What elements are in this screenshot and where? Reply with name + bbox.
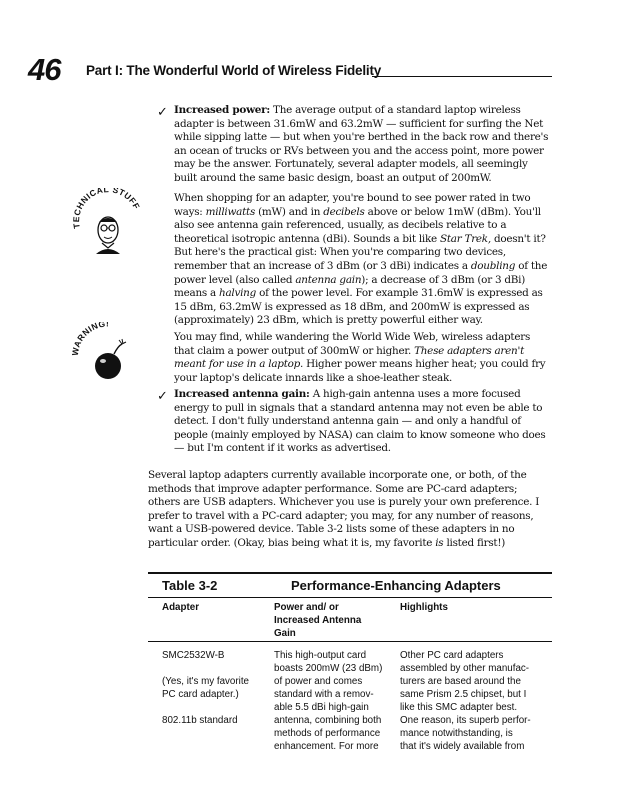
warning-paragraph: You may find, while wandering the World Wide Web, wireless adapters that claim a power output of 300mW or higher. These adapters aren't meant for use in a laptop. Higher power means higher heat; you could fry your laptop's delicate innards like a shoe-leather steak.: [174, 331, 546, 384]
page-number: 46: [28, 52, 61, 87]
table-caption: Performance-Enhancing Adapters: [291, 578, 501, 593]
bullet-text: A high-gain antenna uses a more focused energy to pull in signals that a standard antenna may not even be able to detect. I don't fully understand antenna gain — and only a handful of people (mainly employed by NASA) can claim to know someone who does — but I'm content if it works as advertised.: [174, 388, 546, 455]
table-header-rule: [148, 641, 552, 642]
bullet-lead: Increased antenna gain:: [174, 388, 310, 400]
table-title: Table 3-2: [162, 578, 218, 593]
body-paragraph: Several laptop adapters currently available incorporate one, or both, of the methods that improve adapter performance. Some are PC-card adapters; others are USB adapters. Whichever you use is purely your own preference. I prefer to travel with a PC-card adapter; you may, for any number of reasons, want a USB-powered device. Table 3-2 lists some of these adapters in no particular order. (Okay, bias being what it is, my favorite is listed first!): [148, 469, 540, 549]
bullet-text: The average output of a standard laptop wireless adapter is between 31.6mW and 63.2mW — sufficient for surfing the Net while sipping latte — but when you're berthed in the back row and there's an ocean of trucks or RVs between you and the access point, more power may be the answer. Fortunately, several adapter models, all seemingly built around the same basic design, boast an output of 200mW.: [174, 104, 549, 184]
bullet-increased-power: [174, 104, 552, 186]
checkmark-bullet-icon: ✓: [157, 105, 168, 120]
warning-bomb-icon: [72, 322, 142, 384]
bullet-increased-antenna-gain: [174, 388, 552, 456]
bullet-lead: Increased power:: [174, 104, 270, 116]
table-cell-adapter: SMC2532W-B (Yes, it's my favorite PC card adapter.) 802.11b standard: [162, 650, 249, 726]
technical-stuff-icon: [72, 188, 142, 260]
table-cell-highlights: Other PC card adapters assembled by other manufac- turers are based around the same Prism 2.5 chipset, but I like this SMC adapter best. One reason, its superb perfor- mance notwithstanding, is that it's widely available from: [400, 650, 531, 752]
header-rule: [372, 76, 552, 77]
running-head: Part I: The Wonderful World of Wireless Fidelity: [86, 63, 382, 78]
table-header-power: Power and/ or Increased Antenna Gain: [274, 602, 362, 639]
table-top-rule: [148, 572, 552, 574]
technical-stuff-label: TECHNICAL STUFF: [72, 188, 142, 230]
table-cell-power: This high-output card boasts 200mW (23 dBm) of power and comes standard with a remov- able 5.5 dBi high-gain antenna, combining both methods of performance enhancement. For more: [274, 650, 383, 752]
warning-label: ARNING!: [72, 322, 110, 349]
table-header-highlights: Highlights: [400, 602, 448, 613]
technical-stuff-paragraph: When shopping for an adapter, you're bound to see power rated in two ways: milliwatts (mW) and in decibels above or below 1mW (dBm). You'll also see antenna gain referenced, usually, as decibels relative to a theoretical isotropic antenna (dBi). Sounds a bit like Star Trek, doesn't it? But here's the practical gist: When you're comparing two devices, remember that an increase of 3 dBm (or 3 dBi) indicates a doubling of the power level (also called antenna gain); a decrease of 3 dBm (or 3 dBi) means a halving of the power level. For example 31.6mW is expressed as 15 dBm, 63.2mW is expressed as 18 dBm, and 200mW is expressed as (approximately) 23 dBm, which is pretty powerful either way.: [174, 192, 548, 327]
table-header-adapter: Adapter: [162, 602, 200, 613]
svg-text:WARNING!: [72, 322, 109, 356]
checkmark-bullet-icon: ✓: [157, 389, 168, 404]
table-title-rule: [148, 597, 552, 598]
